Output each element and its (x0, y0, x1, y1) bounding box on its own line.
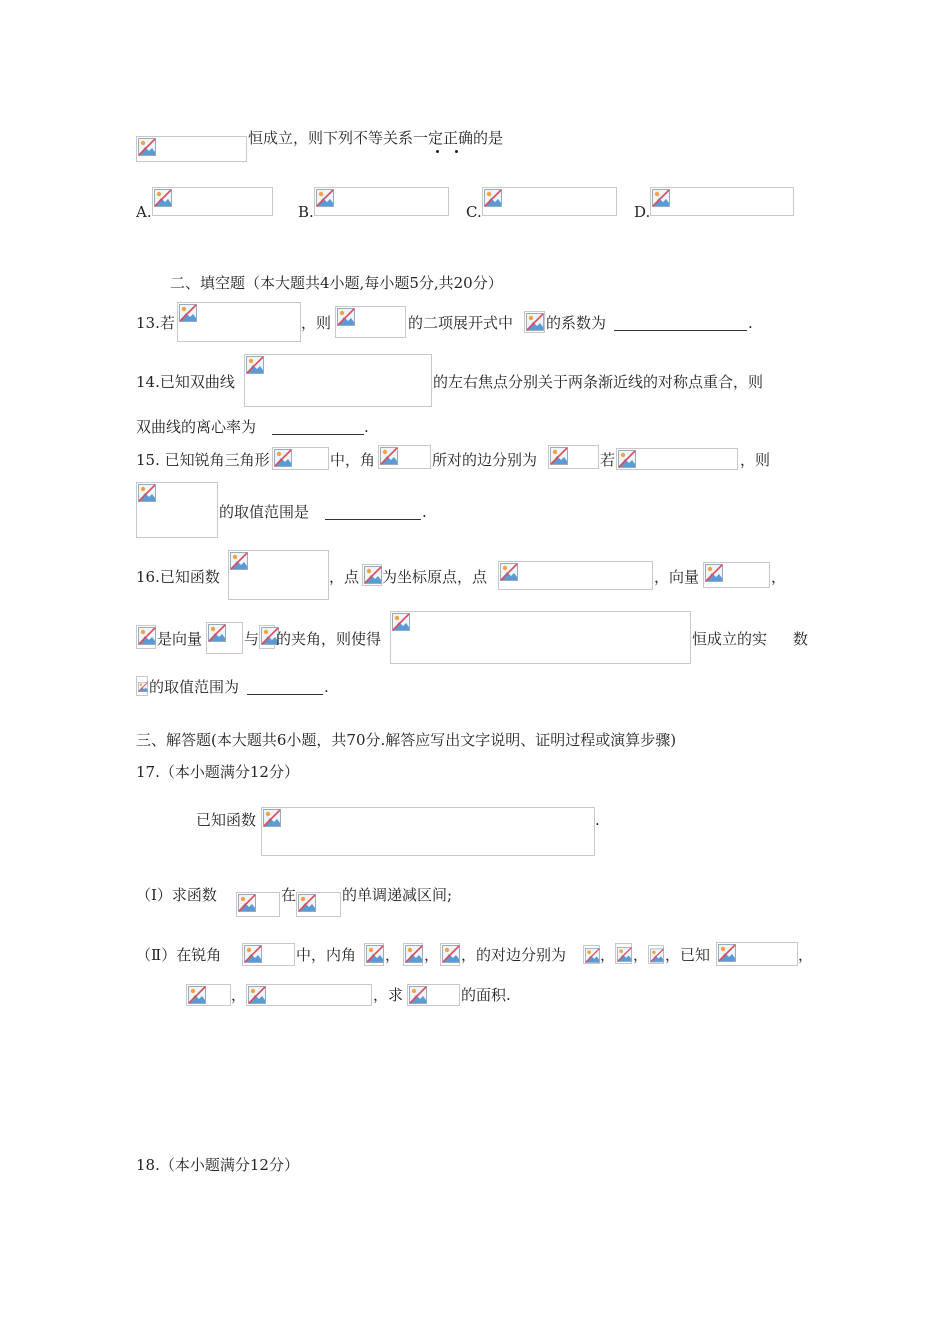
q13-text: 的二项展开式中 (408, 314, 514, 332)
formula-image (259, 625, 275, 649)
formula-image (272, 447, 329, 470)
option-b-image (314, 187, 449, 216)
q15-text: 的取值范围是 (219, 503, 310, 521)
q17-part2: ， (424, 946, 440, 964)
q17-part2: ， (385, 946, 401, 964)
q14-text: 的左右焦点分别关于两条渐近线的对称点重合，则 (433, 373, 764, 391)
formula-image (236, 892, 280, 917)
formula-image (136, 625, 156, 649)
emphasis-dot (455, 150, 458, 153)
q12-stem: 恒成立，则下列不等关系一定正确的是 (248, 129, 504, 147)
broken-image-icon (337, 308, 355, 326)
formula-image (440, 943, 460, 966)
formula-image (296, 892, 341, 917)
formula-image (364, 943, 384, 966)
formula-image (362, 564, 382, 586)
formula-image (703, 562, 770, 588)
q16-text: ，点 (329, 568, 360, 586)
broken-image-icon (718, 944, 736, 962)
q17-part1: 的单调递减区间; (342, 886, 453, 904)
answer-blank[interactable] (247, 679, 323, 695)
broken-image-icon (617, 945, 632, 964)
period: . (364, 418, 369, 436)
q17-part2: ， (231, 986, 247, 1004)
q15-text: 若 (600, 451, 616, 469)
section-heading: 三、解答题(本大题共6小题，共70分.解答应写出文字说明、证明过程或演算步骤) (136, 731, 677, 749)
formula-image (186, 984, 231, 1006)
answer-blank[interactable] (272, 419, 364, 435)
broken-image-icon (409, 986, 427, 1004)
period: . (324, 678, 329, 696)
option-b-label: B. (298, 203, 314, 221)
period: . (748, 314, 753, 332)
formula-image (246, 984, 372, 1006)
q16-text: 的取值范围为 (149, 678, 240, 696)
q17-part2: ，的对边分别为 (461, 946, 567, 964)
broken-image-icon (244, 945, 262, 963)
broken-image-icon (248, 986, 266, 1004)
q17-part2: ，已知 (665, 946, 711, 964)
broken-image-icon (442, 945, 460, 963)
option-a-label: A. (136, 203, 152, 221)
section-heading: 二、填空题（本大题共4小题,每小题5分,共20分） (170, 274, 503, 292)
q17-part2: （Ⅱ）在锐角 (136, 946, 222, 964)
broken-image-icon (652, 189, 670, 207)
broken-image-icon (138, 678, 148, 696)
formula-image (615, 943, 632, 964)
q17-part1: 在 (281, 886, 297, 904)
formula-image (136, 676, 148, 696)
formula-image (136, 482, 218, 538)
q16-text: 与 (244, 630, 260, 648)
formula-image (716, 942, 798, 966)
q16-text: ，向量 (654, 568, 700, 586)
broken-image-icon (705, 564, 723, 582)
q16-text: ， (771, 568, 787, 586)
q14-text: 双曲线的离心率为 (136, 418, 257, 436)
broken-image-icon (246, 356, 264, 374)
option-c-image (482, 187, 617, 216)
broken-image-icon (585, 947, 600, 964)
broken-image-icon (230, 552, 248, 570)
broken-image-icon (650, 947, 664, 964)
broken-image-icon (500, 563, 518, 581)
broken-image-icon (138, 627, 156, 645)
q18-title: 18.（本小题满分12分） (136, 1156, 299, 1174)
option-c-label: C. (466, 203, 482, 221)
broken-image-icon (405, 945, 423, 963)
broken-image-icon (179, 304, 197, 322)
formula-image (407, 984, 460, 1006)
formula-image (583, 945, 600, 964)
formula-image (378, 445, 431, 469)
broken-image-icon (364, 566, 382, 584)
q17-part2: ，求 (373, 986, 404, 1004)
broken-image-icon (154, 189, 172, 207)
q15-number: 15. 已知锐角三角形 (136, 451, 270, 469)
q16-text: 恒成立的实 (692, 630, 768, 648)
formula-image (177, 302, 301, 342)
q15-text: 所对的边分别为 (432, 451, 538, 469)
q16-text: 的夹角，则使得 (276, 630, 382, 648)
broken-image-icon (316, 189, 334, 207)
broken-image-icon (238, 894, 256, 912)
formula-image (261, 807, 595, 856)
broken-image-icon (274, 449, 292, 467)
broken-image-icon (138, 484, 156, 502)
answer-blank[interactable] (614, 315, 747, 331)
q17-part2: ， (600, 946, 616, 964)
formula-image (244, 354, 432, 407)
formula-image (616, 448, 738, 470)
formula-image (335, 306, 406, 338)
broken-image-icon (484, 189, 502, 207)
formula-image (403, 943, 423, 966)
answer-blank[interactable] (325, 504, 421, 520)
broken-image-icon (526, 313, 544, 331)
q17-given: 已知函数 (196, 811, 257, 829)
option-d-label: D. (634, 203, 651, 221)
broken-image-icon (392, 613, 410, 631)
q17-part2: ， (633, 946, 649, 964)
q17-part2: 中，内角 (296, 946, 357, 964)
q14-number: 14.已知双曲线 (136, 373, 235, 391)
q15-text: 中，角 (330, 451, 376, 469)
q16-number: 16.已知函数 (136, 568, 220, 586)
formula-image (548, 445, 599, 469)
option-a-image (152, 187, 273, 216)
q16-text: 为坐标原点，点 (382, 568, 488, 586)
q17-part1: （Ⅰ）求函数 (136, 886, 217, 904)
formula-image (228, 550, 329, 600)
broken-image-icon (618, 450, 636, 468)
broken-image-icon (298, 894, 316, 912)
formula-image (498, 561, 653, 590)
q16-text: 数 (793, 630, 809, 648)
broken-image-icon (188, 986, 206, 1004)
formula-image (524, 311, 545, 333)
broken-image-icon (380, 447, 398, 465)
broken-image-icon (263, 809, 281, 827)
broken-image-icon (208, 624, 226, 642)
q17-title: 17.（本小题满分12分） (136, 763, 299, 781)
period: . (595, 811, 600, 829)
broken-image-icon (138, 138, 156, 156)
q16-text: 是向量 (157, 630, 203, 648)
formula-image (648, 945, 664, 964)
formula-image (242, 943, 295, 966)
q17-part2: 的面积. (461, 986, 511, 1004)
option-d-image (650, 187, 794, 216)
period: . (422, 503, 427, 521)
q13-text: 的系数为 (546, 314, 607, 332)
q13-text: ，则 (301, 314, 332, 332)
broken-image-icon (550, 447, 568, 465)
emphasis-dot (436, 150, 439, 153)
formula-image (136, 136, 247, 162)
q17-part2: ， (798, 946, 814, 964)
formula-image (390, 611, 691, 664)
q15-text: ，则 (740, 451, 771, 469)
broken-image-icon (366, 945, 384, 963)
q13-number: 13.若 (136, 314, 175, 332)
formula-image (206, 622, 243, 654)
